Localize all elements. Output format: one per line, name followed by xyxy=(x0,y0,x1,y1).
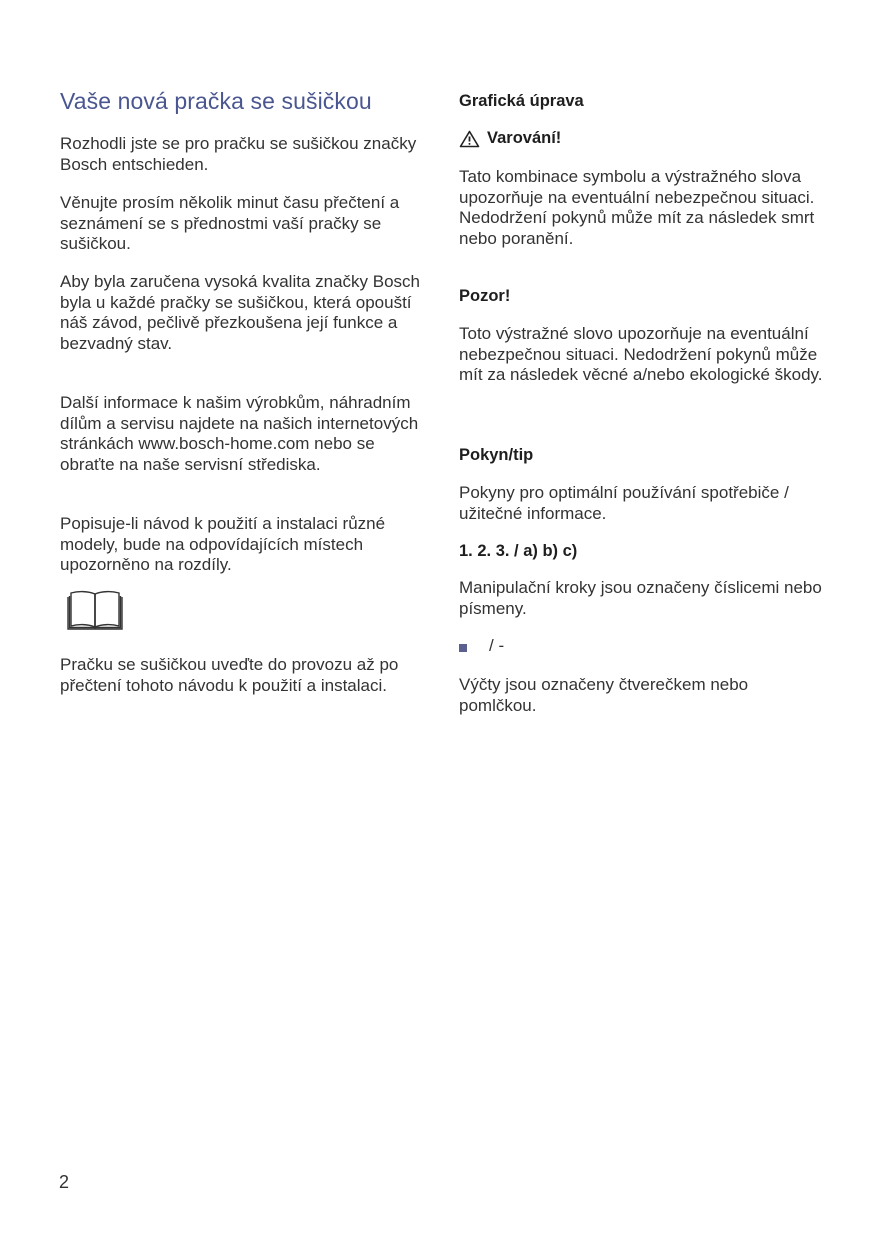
page-number: 2 xyxy=(59,1172,70,1192)
reading-paragraph: Věnujte prosím několik minut času přečtení a seznámení se s přednostmi vaší pračky se sušičkou. xyxy=(60,193,400,254)
bullet-text: Výčty jsou označeny čtverečkem nebo pomlčkou. xyxy=(459,675,749,715)
tip-heading: Pokyn/tip xyxy=(459,446,534,464)
bullet-legend xyxy=(459,636,504,657)
bullet-label: / - xyxy=(489,636,505,655)
tip-text: Pokyny pro optimální používání spotřebiče / užitečné informace. xyxy=(459,483,789,523)
page-title: Vaše nová pračka se sušičkou xyxy=(60,88,372,114)
warning-triangle-icon xyxy=(459,130,480,148)
caution-text: Toto výstražné slovo upozorňuje na eventuální nebezpečnou situaci. Nedodržení pokynů může mít za následek věcné a/nebo ekologické škody. xyxy=(459,324,823,385)
models-paragraph: Popisuje-li návod k použití a instalaci různé modely, bude na odpovídajících místech upozorněno na rozdíly. xyxy=(60,514,386,575)
open-book-icon xyxy=(66,588,124,632)
quality-paragraph: Aby byla zaručena vysoká kvalita značky Bosch byla u každé pračky se sušičkou, která opouští náš závod, pečlivě přezkoušena její funkce a bezvadný stav. xyxy=(60,272,421,353)
graphics-heading: Grafická úprava xyxy=(459,92,584,110)
operation-paragraph: Pračku se sušičkou uveďte do provozu až po přečtení tohoto návodu k použití a instalaci. xyxy=(60,655,399,695)
warning-heading xyxy=(459,129,561,148)
intro-paragraph: Rozhodli jste se pro pračku se sušičkou značky Bosch entschieden. xyxy=(60,134,417,174)
warning-text: Tato kombinace symbolu a výstražného slova upozorňuje na eventuální nebezpečnou situaci. Nedodržení pokynů může mít za následek smrt nebo poranění. xyxy=(459,167,815,248)
caution-heading: Pozor! xyxy=(459,287,511,305)
steps-heading: 1. 2. 3. / a) b) c) xyxy=(459,542,578,560)
bullet-square-icon xyxy=(459,644,467,652)
info-paragraph: Další informace k našim výrobkům, náhradním dílům a servisu najdete na našich internetových stránkách www.bosch-home.com nebo se obraťte na naše servisní střediska. xyxy=(60,393,419,474)
warning-heading-label: Varování! xyxy=(487,129,562,147)
steps-text: Manipulační kroky jsou označeny číslicemi nebo písmeny. xyxy=(459,578,822,618)
